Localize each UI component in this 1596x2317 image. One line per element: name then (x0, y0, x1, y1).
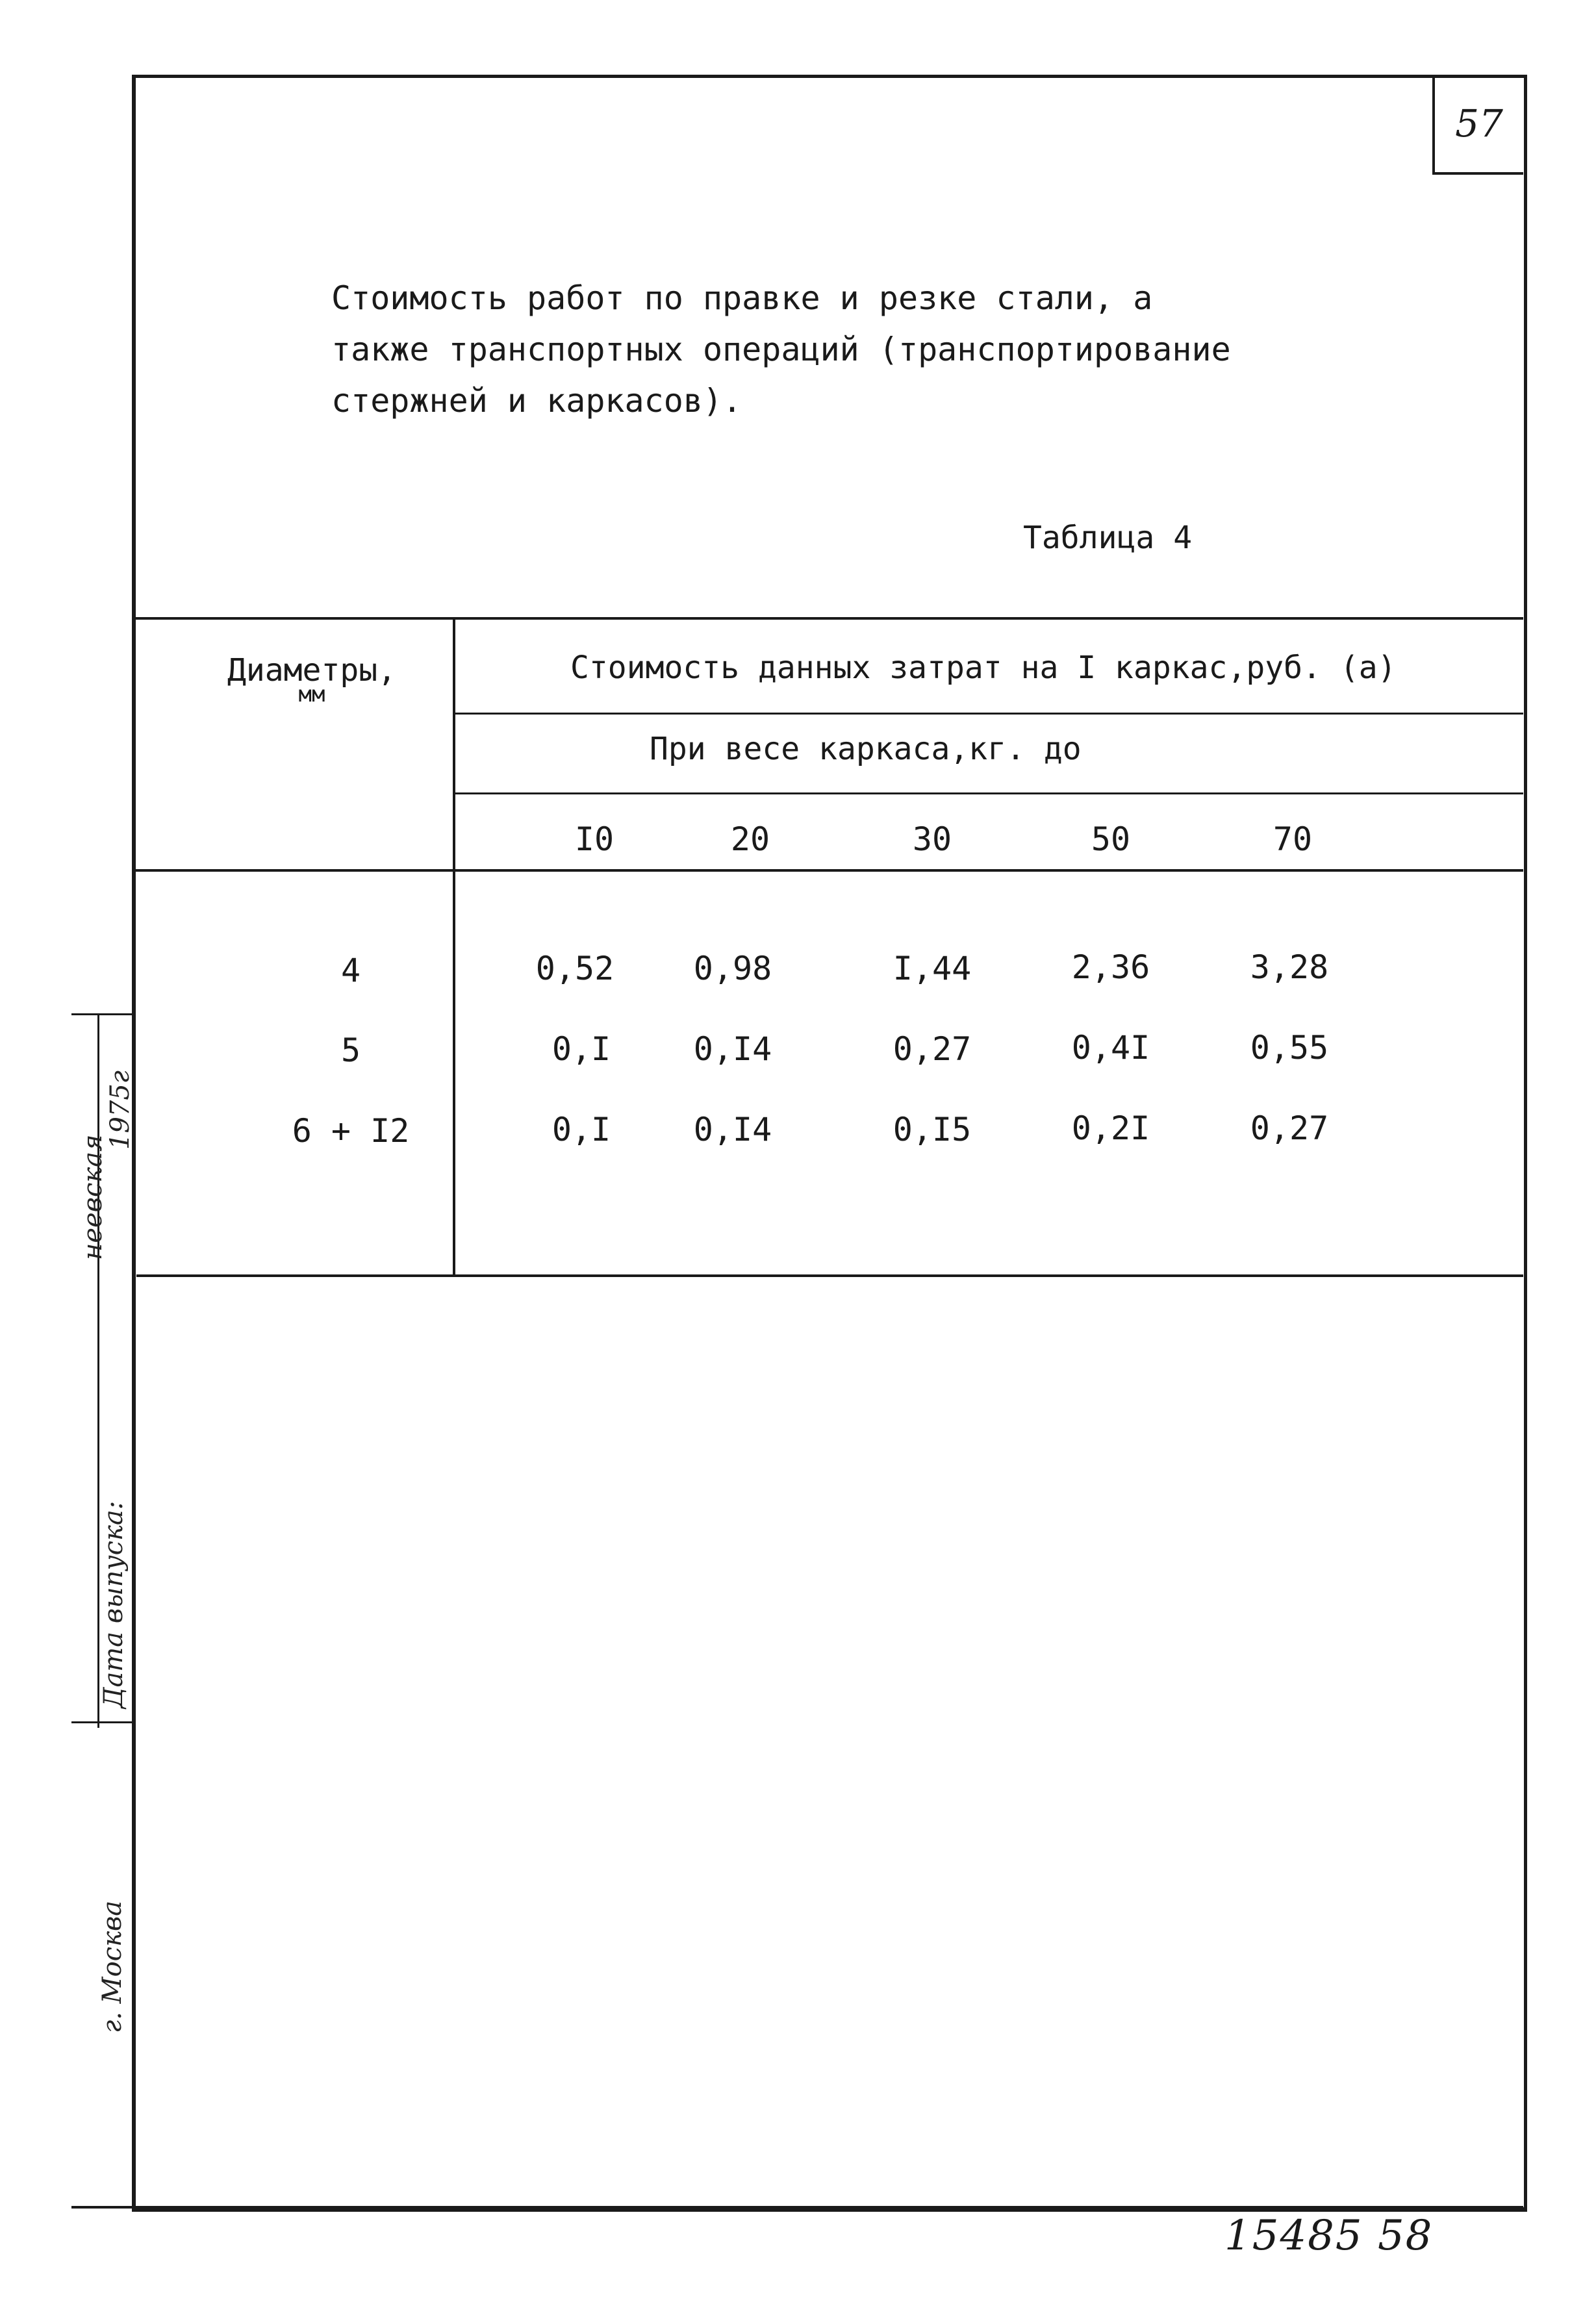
document-title: Стоимость работ по правке и резке стали, а также транспортных операций (транспортирование стержней и каркасов). (331, 279, 1231, 420)
table-cell: 0,55 (1250, 1029, 1329, 1067)
weight-col-50: 50 (1091, 820, 1131, 858)
weight-col-10: I0 (574, 820, 614, 858)
stamp-city: г. Москва (97, 1900, 127, 2033)
table-cell: 0,I4 (693, 1111, 772, 1148)
weight-subheader: При весе каркаса,кг. до (650, 731, 1082, 767)
bottom-rule (71, 2206, 1523, 2209)
table-cell: 0,I4 (693, 1030, 772, 1068)
table-cell: 0,I (551, 1030, 611, 1068)
header-bottom-rule (132, 869, 1523, 872)
stamp-release-label: Дата выпуска: (99, 1500, 129, 1708)
row-diameter-6-12: 6 + I2 (292, 1112, 410, 1150)
table-cell: I,44 (893, 950, 972, 987)
table-cell: 0,I5 (893, 1111, 972, 1148)
table-cell: 0,52 (535, 950, 614, 987)
table-top-rule (132, 617, 1523, 620)
row-diameter-5: 5 (340, 1032, 361, 1069)
row-diameter-4: 4 (340, 952, 361, 989)
diameter-header (208, 652, 416, 707)
table-cell: 0,I (551, 1111, 611, 1148)
stamp-rule (71, 1721, 133, 1723)
group-header: Стоимость данных затрат на I каркас,руб. (а) (570, 650, 1397, 686)
table-cell: 0,27 (1250, 1109, 1329, 1147)
group-header-rule (455, 713, 1523, 715)
column-divider (453, 617, 455, 1276)
stamp-rule (71, 1013, 133, 1015)
weight-col-20: 20 (730, 820, 770, 858)
table-cell: 0,98 (693, 950, 772, 987)
stamp-name-fragment: неевская (78, 1134, 108, 1260)
table-cell: 0,4I (1071, 1029, 1150, 1067)
diameter-header-unit: мм (298, 681, 325, 707)
weight-col-30: 30 (912, 820, 952, 858)
page-number: 57 (1432, 75, 1523, 175)
table-cell: 3,28 (1250, 948, 1329, 986)
table-bottom-rule (136, 1274, 1523, 1277)
sub-header-rule (455, 792, 1523, 794)
table-cell: 0,27 (893, 1030, 972, 1068)
diameter-header-label: Диаметры, (227, 652, 397, 689)
table-cell: 0,2I (1071, 1109, 1150, 1147)
footer-code: 15485 58 (1224, 2212, 1434, 2260)
stamp-year: 1975г (105, 1070, 135, 1150)
table-cell: 2,36 (1071, 948, 1150, 986)
weight-col-70: 70 (1273, 820, 1313, 858)
table-caption: Таблица 4 (1023, 520, 1193, 556)
